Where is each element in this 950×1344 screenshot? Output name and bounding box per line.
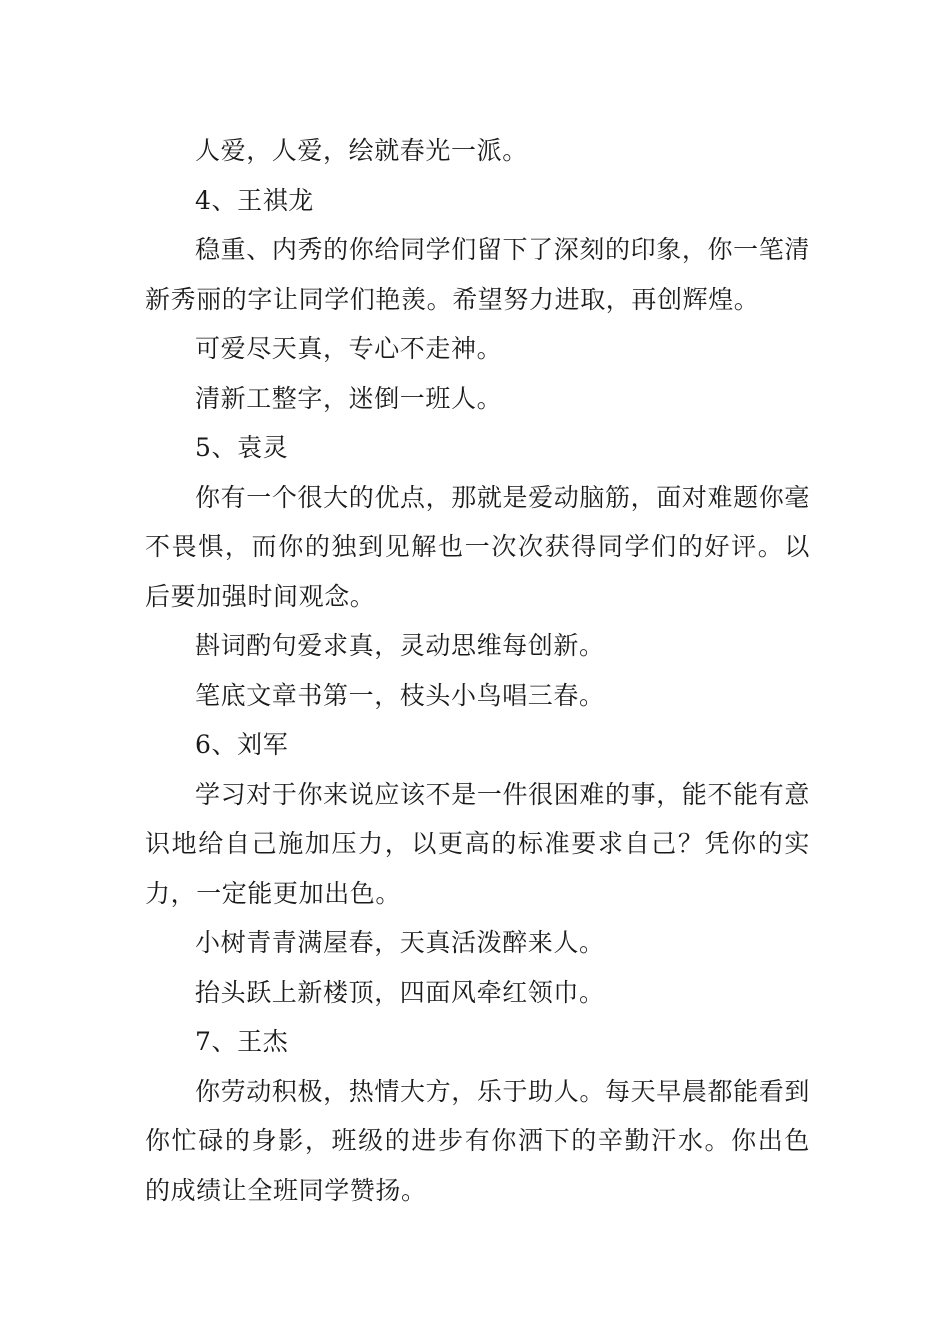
comment-paragraph-5: 你有一个很大的优点，那就是爱动脑筋，面对难题你毫不畏惧，而你的独到见解也一次次获得同学们的好评。以后要加强时间观念。 [145, 482, 810, 611]
comment-paragraph-4: 稳重、内秀的你给同学们留下了深刻的印象，你一笔清新秀丽的字让同学们艳羡。希望努力进取，再创辉煌。 [145, 235, 810, 314]
verse-line: 斟词酌句爱求真，灵动思维每创新。 [195, 631, 605, 660]
verse-line: 抬头跃上新楼顶，四面风牵红领巾。 [195, 977, 605, 1007]
paragraph-couplet-line: 人爱，人爱，绘就春光一派。 [195, 136, 528, 165]
student-heading-7: 7、王杰 [195, 1027, 289, 1056]
student-heading-6: 6、刘军 [195, 730, 289, 759]
student-heading-5: 5、袁灵 [195, 433, 289, 462]
verse-line: 清新工整字，迷倒一班人。 [195, 383, 503, 413]
comment-paragraph-7: 你劳动积极，热情大方，乐于助人。每天早晨都能看到你忙碌的身影，班级的进步有你洒下的辛勤汗水。你出色的成绩让全班同学赞扬。 [145, 1076, 810, 1205]
verse-line: 小树青青满屋春，天真活泼醉来人。 [195, 928, 605, 957]
student-heading-4: 4、王祺龙 [195, 185, 314, 215]
verse-line: 笔底文章书第一，枝头小鸟唱三春。 [195, 680, 605, 710]
comment-paragraph-6: 学习对于你来说应该不是一件很困难的事，能不能有意识地给自己施加压力，以更高的标准要求自己？凭你的实力，一定能更加出色。 [145, 779, 810, 908]
verse-line: 可爱尽天真，专心不走神。 [195, 334, 503, 363]
document-body [145, 126, 810, 1215]
